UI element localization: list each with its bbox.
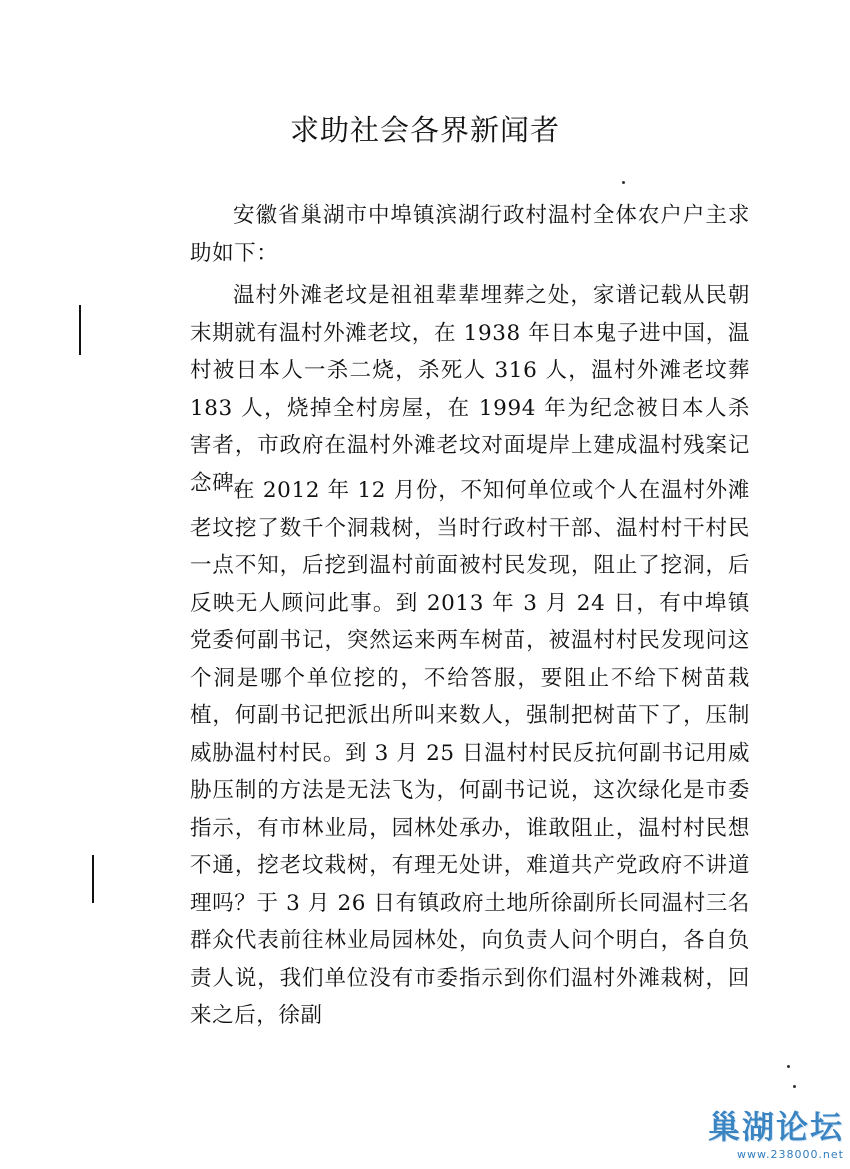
paragraph-incident: 在 2012 年 12 月份，不知何单位或个人在温村外滩老坟挖了数千个洞栽树，当时行政村干部、温村村干村民一点不知，后挖到温村前面被村民发现，阻止了挖洞，后反映无人顾问此事。到 2013 年 3 月 24 日，有中埠镇党委何副书记，突然运来两车树苗，被温村村民发现问这个洞是哪个单位挖的，不给答服，要阻止不给下树苗栽植，何副书记把派出所叫来数人，强制把树苗下了，压制威胁温村村民。到 3 月 25 日温村村民反抗何副书记用威胁压制的方法是无法飞为，何副书记说，这次绿化是市委指示，有市林业局，园林处承办，谁敢阻止，温村村民想不通，挖老坟栽树，有理无处讲，难道共产党政府不讲道理吗？于 3 月 26 日有镇政府土地所徐副所长同温村三名群众代表前往林业局园林处，向负责人问个明白，各自负责人说，我们单位没有市委指示到你们温村外滩栽树，回来之后，徐副 [190, 478, 750, 1028]
watermark-logo: 巢湖论坛 [707, 1108, 844, 1146]
forum-watermark [694, 1102, 844, 1161]
scan-speck [622, 181, 625, 184]
paragraph-history: 温村外滩老坟是祖祖辈辈埋葬之处，家谱记载从民朝末期就有温村外滩老坟，在 1938 年日本鬼子进中国，温村被日本人一杀二烧，杀死人 316 人，温村外滩老坟葬 183 人，烧掉全村房屋，在 1994 年为纪念被日本人杀害者，市政府在温村外滩老坟对面堤岸上建成温村残案记念碑。 [190, 283, 750, 496]
scan-margin-mark [79, 305, 81, 355]
paragraph-intro: 安徽省巢湖市中埠镇滨湖行政村温村全体农户户主求助如下： [190, 203, 750, 266]
watermark-url: www.238000.net [736, 1148, 844, 1161]
scan-margin-mark [92, 855, 94, 903]
scan-speck [793, 1085, 796, 1088]
page-title: 求助社会各界新闻者 [289, 113, 560, 147]
scan-speck [787, 1065, 790, 1068]
